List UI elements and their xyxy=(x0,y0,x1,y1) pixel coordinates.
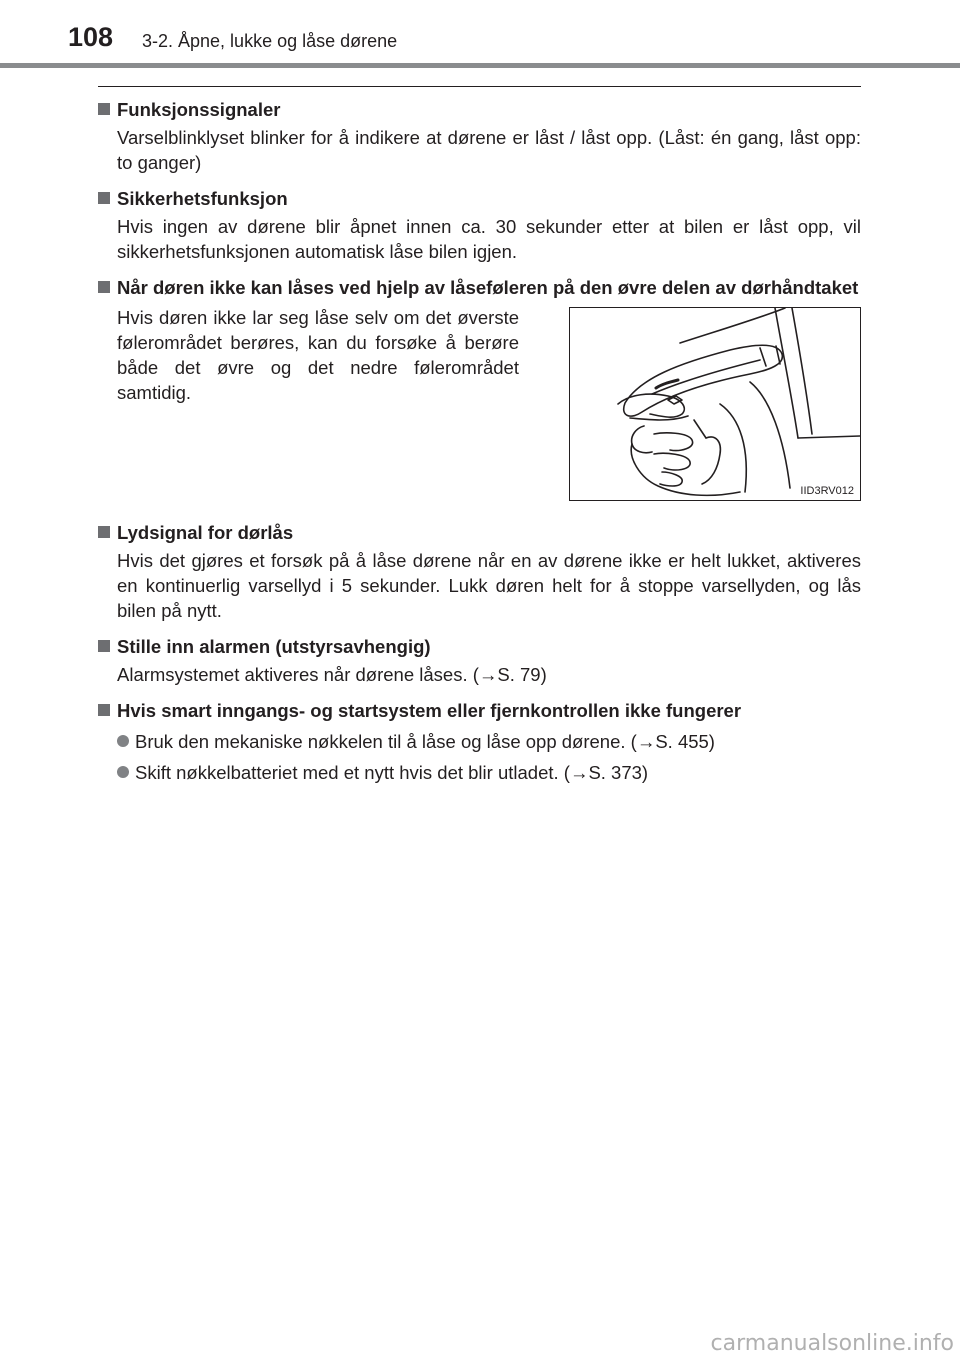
square-bullet-icon xyxy=(98,526,110,538)
section-heading xyxy=(98,633,861,660)
section-heading xyxy=(98,519,861,546)
section-heading-text: Hvis smart inngangs- og startsystem eller fjernkontrollen ikke fungerer xyxy=(117,700,742,721)
hand-touching-door-handle-icon xyxy=(570,308,860,500)
list-item-text: Bruk den mekaniske nøkkelen til å låse og låse opp dørene. (→S. 455) xyxy=(135,731,715,752)
square-bullet-icon xyxy=(98,640,110,652)
section-heading-text: Funksjonssignaler xyxy=(117,99,281,120)
page-content xyxy=(98,96,861,796)
section-body: Varselblinklyset blinker for å indikere at dørene er låst / låst opp. (Låst: én gang, låst opp: to ganger) xyxy=(117,127,861,173)
circle-bullet-icon xyxy=(117,735,129,747)
section-heading xyxy=(98,96,861,123)
section-body: Hvis ingen av dørene blir åpnet innen ca. 30 sekunder etter at bilen er låst opp, vil sikkerhetsfunksjonen automatisk låse bilen igjen. xyxy=(117,216,861,262)
section-body: Hvis døren ikke lar seg låse selv om det øverste følerområdet berøres, kan du forsøke å berøre både det øvre og det nedre følerområdet samtidig. xyxy=(117,307,519,403)
page-number: 108 xyxy=(68,22,114,52)
section-heading xyxy=(98,185,861,212)
door-handle-illustration xyxy=(569,307,861,501)
page-header xyxy=(0,0,960,70)
section-heading xyxy=(98,697,861,724)
watermark: carmanualsonline.info xyxy=(710,1331,954,1356)
list-item xyxy=(117,728,861,755)
section-heading-text: Lydsignal for dørlås xyxy=(117,522,294,543)
chapter-title: 3-2. Åpne, lukke og låse dørene xyxy=(142,31,398,51)
list-item-text: Skift nøkkelbatteriet med et nytt hvis det blir utladet. (→S. 373) xyxy=(135,762,649,783)
figure-code: IID3RV012 xyxy=(800,485,854,497)
circle-bullet-icon xyxy=(117,766,129,778)
section-funksjonssignaler xyxy=(98,96,861,175)
square-bullet-icon xyxy=(98,103,110,115)
section-body: Hvis det gjøres et forsøk på å låse dørene når en av dørene ikke er helt lukket, aktiveres en kontinuerlig varsellyd i 5 sekunder. Lukk døren helt for å stoppe varsellyden, og lås bilen på nytt. xyxy=(117,550,861,621)
header-rule xyxy=(0,63,960,68)
square-bullet-icon xyxy=(98,704,110,716)
square-bullet-icon xyxy=(98,281,110,293)
section-smart-system xyxy=(98,697,861,786)
section-lydsignal xyxy=(98,519,861,623)
section-body: Alarmsystemet aktiveres når dørene låses. (→S. 79) xyxy=(117,664,547,685)
section-lasefoler xyxy=(98,274,861,501)
section-heading-text: Når døren ikke kan låses ved hjelp av låseføleren på den øvre delen av dørhåndtaket xyxy=(117,277,859,298)
square-bullet-icon xyxy=(98,192,110,204)
section-sikkerhetsfunksjon xyxy=(98,185,861,264)
section-heading xyxy=(98,274,861,301)
list-item xyxy=(117,759,861,786)
section-divider xyxy=(98,86,861,87)
section-heading-text: Stille inn alarmen (utstyrsavhengig) xyxy=(117,636,431,657)
text-with-figure xyxy=(117,305,861,501)
section-alarm xyxy=(98,633,861,687)
section-heading-text: Sikkerhetsfunksjon xyxy=(117,188,288,209)
